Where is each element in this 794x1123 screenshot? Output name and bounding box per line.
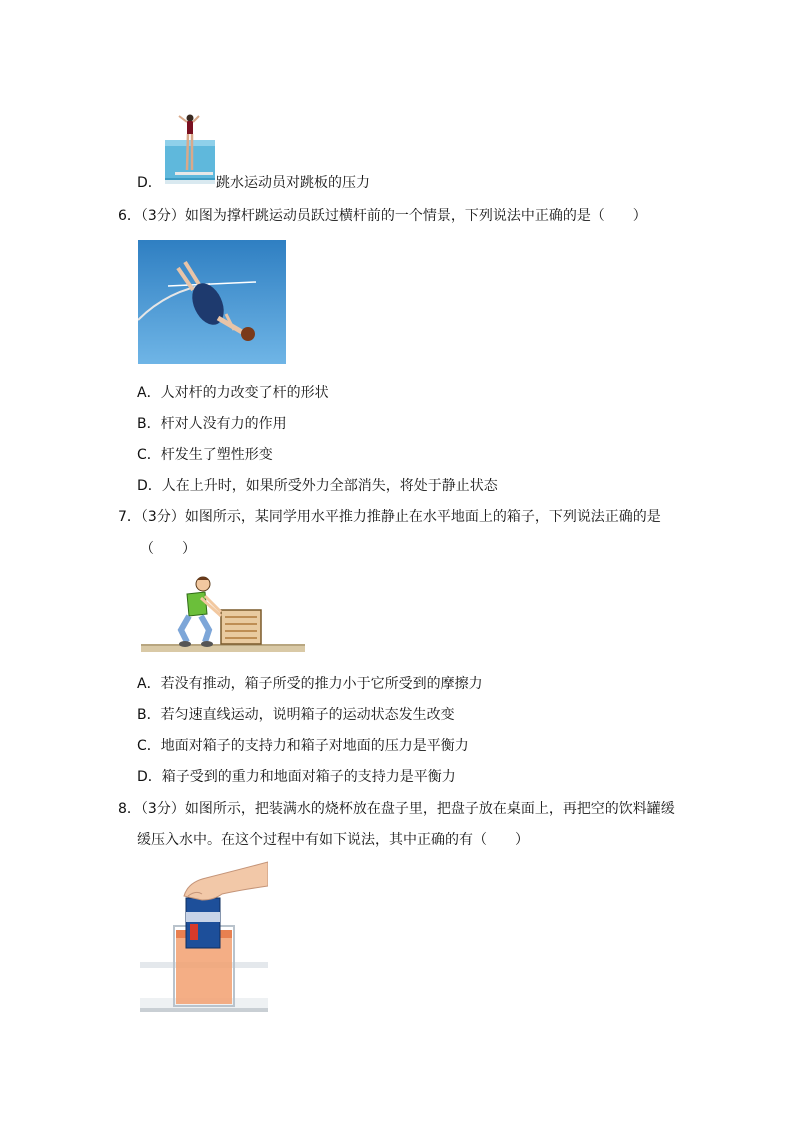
diver-image bbox=[165, 112, 215, 184]
q7-option-b: B．若匀速直线运动，说明箱子的运动状态发生改变 bbox=[137, 707, 455, 723]
q7-stem-line2: （ ） bbox=[140, 541, 196, 557]
q8-stem-line2: 缓压入水中。在这个过程中有如下说法，其中正确的有（ ） bbox=[137, 832, 529, 848]
q8-stem-line1: 8．（3分）如图所示，把装满水的烧杯放在盘子里，把盘子放在桌面上，再把空的饮料罐缓 bbox=[118, 801, 675, 817]
q6-stem: 6．（3分）如图为撑杆跳运动员跃过横杆前的一个情景，下列说法中正确的是（ ） bbox=[118, 208, 647, 224]
q7-option-d: D．箱子受到的重力和地面对箱子的支持力是平衡力 bbox=[137, 769, 456, 785]
beaker-can-image bbox=[140, 860, 268, 1016]
q6-option-d: D．人在上升时，如果所受外力全部消失，将处于静止状态 bbox=[137, 478, 498, 494]
q7-option-a: A．若没有推动，箱子所受的推力小于它所受到的摩擦力 bbox=[137, 676, 483, 692]
q7-option-c: C．地面对箱子的支持力和箱子对地面的压力是平衡力 bbox=[137, 738, 469, 754]
q7-stem-line1: 7．（3分）如图所示，某同学用水平推力推静止在水平地面上的箱子，下列说法正确的是 bbox=[118, 509, 661, 525]
pole-vault-image bbox=[138, 240, 286, 364]
q6-option-c: C．杆发生了塑性形变 bbox=[137, 447, 273, 463]
q5-option-d-text: 跳水运动员对跳板的压力 bbox=[216, 175, 370, 191]
q6-option-a: A．人对杆的力改变了杆的形状 bbox=[137, 385, 329, 401]
q5-option-d-letter: D． bbox=[137, 175, 162, 191]
push-box-image bbox=[141, 572, 305, 654]
q6-option-b: B．杆对人没有力的作用 bbox=[137, 416, 287, 432]
